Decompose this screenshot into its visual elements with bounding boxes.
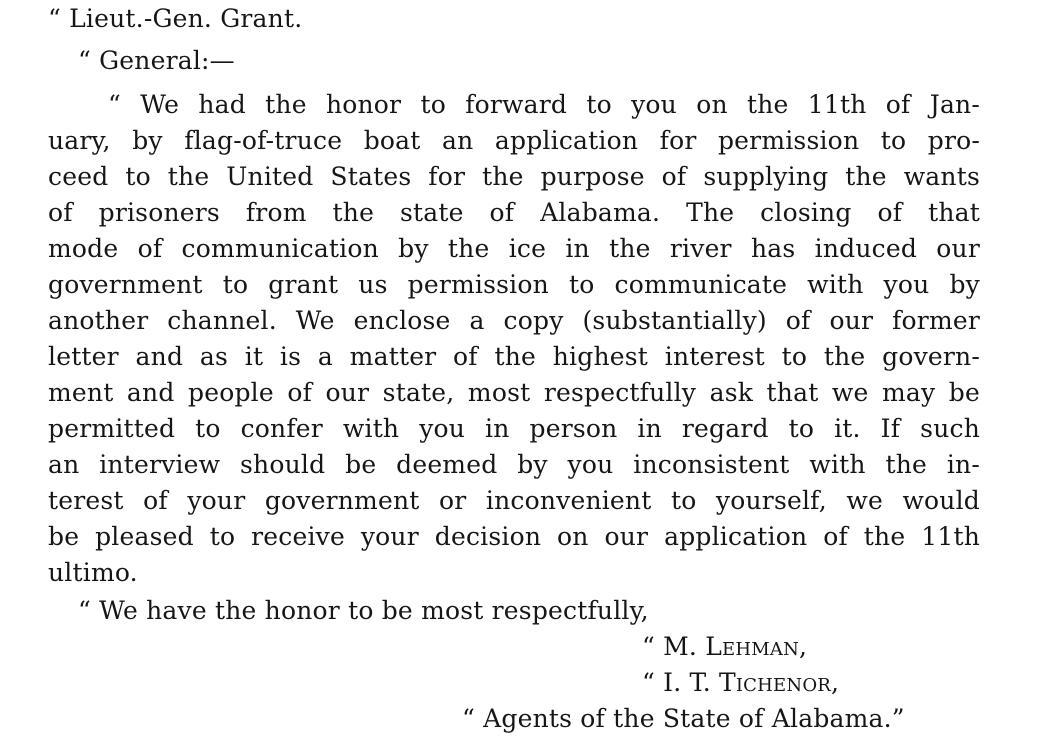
salutation-recipient: “ Lieut.-Gen. Grant. [48,4,303,33]
body-line-9: ment and people of our state, most respectfully ask that we may be [48,378,980,407]
signature-tichenor: “ I. T. Tichenor, [642,668,840,697]
salutation-greeting: “ General:— [78,46,235,75]
signature-title: “ Agents of the State of Alabama.” [462,704,905,733]
body-line-2: uary, by flag-of-truce boat an application for permission to pro- [48,126,980,155]
body-line-14: ultimo. [48,558,138,587]
body-line-1: “ We had the honor to forward to you on the 11th of Jan- [108,90,980,119]
signature-lehman: “ M. Lehman, [642,632,808,661]
body-line-11: an interview should be deemed by you inconsistent with the in- [48,450,980,479]
body-line-3: ceed to the United States for the purpose of supplying the wants [48,162,980,191]
body-line-13: be pleased to receive your decision on our application of the 11th [48,522,980,551]
body-line-4: of prisoners from the state of Alabama. The closing of that [48,198,980,227]
closing-line: “ We have the honor to be most respectfully, [78,596,649,625]
body-line-10: permitted to confer with you in person in regard to it. If such [48,414,980,443]
body-line-12: terest of your government or inconvenient to yourself, we would [48,486,980,515]
body-line-5: mode of communication by the ice in the river has induced our [48,234,980,263]
body-line-7: another channel. We enclose a copy (substantially) of our former [48,306,980,335]
body-line-6: government to grant us permission to communicate with you by [48,270,980,299]
body-line-8: letter and as it is a matter of the highest interest to the govern- [48,342,980,371]
